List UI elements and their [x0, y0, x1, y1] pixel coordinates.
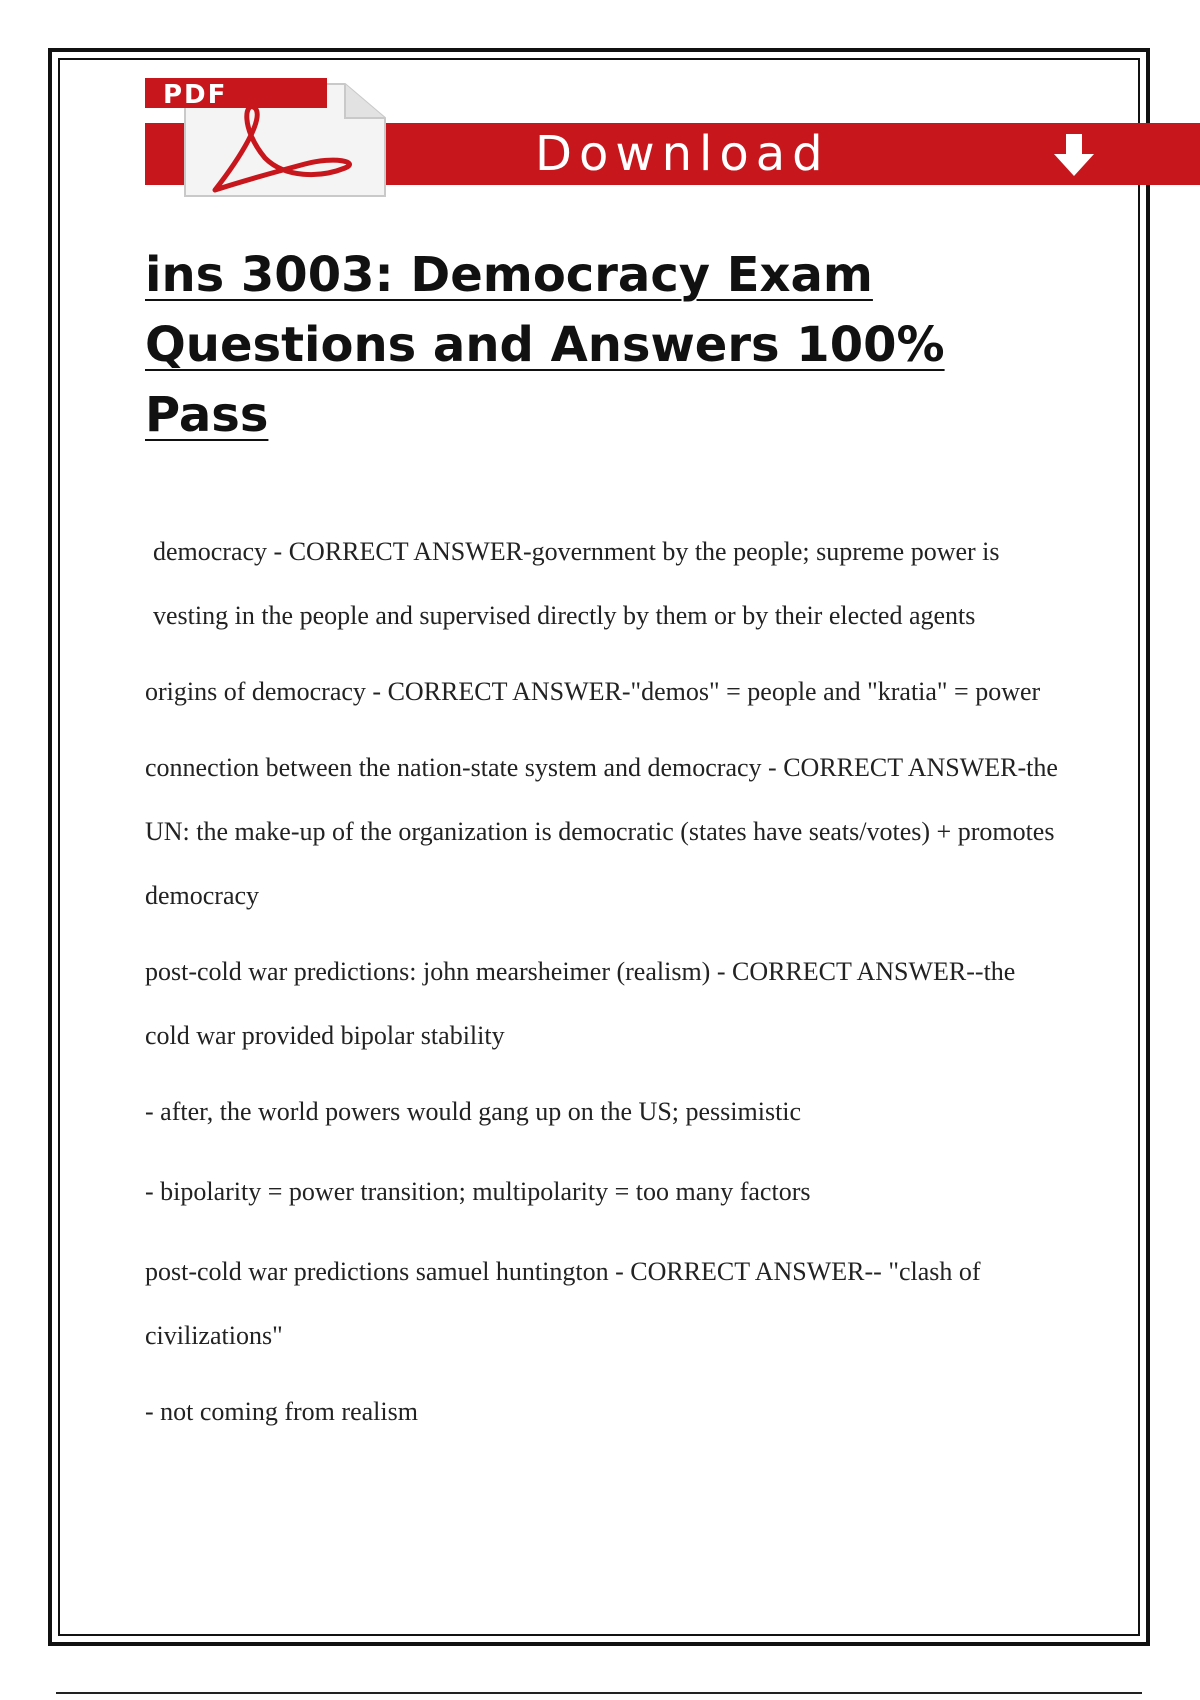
qa-bullet: - not coming from realism — [145, 1397, 418, 1426]
down-arrow-icon — [1050, 130, 1098, 178]
pdf-file-icon — [145, 78, 415, 200]
qa-entry: democracy - CORRECT ANSWER-government by the people; supreme power is vesting in the people and supervised directly by them or by their elected agents — [153, 537, 1000, 630]
qa-entry: connection between the nation-state system and democracy - CORRECT ANSWER-the UN: the make-up of the organization is democratic (states have seats/votes) + promotes democracy — [145, 753, 1058, 910]
document-body — [145, 520, 1065, 1460]
qa-bullet: - after, the world powers would gang up on the US; pessimistic — [145, 1097, 802, 1126]
footer-rule — [56, 1692, 1142, 1694]
download-label: Download — [535, 126, 830, 182]
qa-bullet: - bipolarity = power transition; multipolarity = too many factors — [145, 1177, 811, 1206]
qa-entry: post-cold war predictions: john mearsheimer (realism) - CORRECT ANSWER--the cold war provided bipolar stability — [145, 957, 1016, 1050]
qa-entry: post-cold war predictions samuel huntington - CORRECT ANSWER-- "clash of civilizations" — [145, 1257, 981, 1350]
pdf-label: PDF — [163, 80, 228, 110]
document-title: ins 3003: Democracy Exam Questions and Answers 100% Pass — [145, 247, 945, 443]
qa-entry: origins of democracy - CORRECT ANSWER-"demos" = people and "kratia" = power — [145, 677, 1041, 706]
pdf-download-banner[interactable] — [145, 78, 1200, 200]
